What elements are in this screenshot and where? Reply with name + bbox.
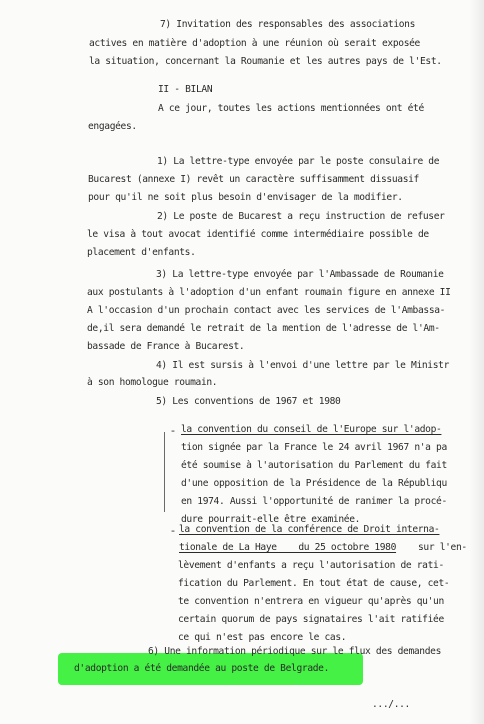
item-3-line-4: de,il sera demandé le retrait de la mention de l'adresse de l'Am- <box>87 323 440 334</box>
item-7-line-1: 7) Invitation des responsables des associations <box>160 19 416 30</box>
item-6-line-1: 6) Une information périodique sur le flux des demandes <box>148 646 442 657</box>
convention-1967-line-3: été soumise à l'autorisation du Parlement du fait <box>181 460 447 471</box>
convention-1967-line-2: tion signée par la France le 24 avril 1967 n'a pa <box>181 442 447 453</box>
bullet-dash-2: - <box>171 524 175 537</box>
item-2-line-3: placement d'enfants. <box>87 247 196 258</box>
convention-1980-line-6: certain quorum de pays signataires l'ait ratifiée <box>178 614 444 625</box>
item-3-line-3: A l'occasion d'un prochain contact avec les services de l'Ambassa- <box>87 305 446 316</box>
convention-1967-title: la convention du conseil de l'Europe sur l'adop- <box>181 424 442 435</box>
item-6-line-2: d'adoption a été demandée au poste de Belgrade. <box>74 663 330 674</box>
convention-1980-line-4: fication du Parlement. En tout état de cause, cet- <box>178 578 450 589</box>
item-4-line-2: à son homologue roumain. <box>87 377 218 388</box>
convention-1980-title: la convention de la conférence de Droit interna- <box>179 524 440 535</box>
page-edge-shadow <box>470 0 484 724</box>
item-2-line-1: 2) Le poste de Bucarest a reçu instruction de refuser <box>157 211 445 222</box>
convention-1980-line-2-tail: sur l'en- <box>418 542 467 553</box>
convention-1967-line-4: d'une opposition de la Présidence de la Républiqu <box>181 478 447 489</box>
bilan-intro-line-1: A ce jour, toutes les actions mentionnées ont été <box>158 103 424 114</box>
item-7-line-2: actives en matière d'adoption à une réunion où serait exposée <box>89 38 420 49</box>
convention-1967-line-6: dure pourrait-elle être examinée. <box>181 514 361 525</box>
convention-1967-line-5: en 1974. Aussi l'opportunité de ranimer la procé- <box>181 496 447 507</box>
section-heading-bilan: II - BILAN <box>158 84 213 95</box>
convention-1980-line-7: ce qui n'est pas encore le cas. <box>178 632 347 643</box>
item-1-line-2: Bucarest (annexe I) revêt un caractère suffisamment dissuasif <box>88 174 419 185</box>
continuation-marker: .../... <box>372 699 410 710</box>
item-1-line-3: pour qu'il ne soit plus besoin d'envisager de la modifier. <box>88 192 403 203</box>
convention-1980-date-line: tionale de La Haye du 25 octobre 1980 <box>179 542 397 553</box>
item-3-line-2: aux postulants à l'adoption d'un enfant roumain figure en annexe II <box>87 287 451 298</box>
margin-pen-mark <box>164 432 165 512</box>
item-3-line-1: 3) La lettre-type envoyée par l'Ambassade de Roumanie <box>156 269 444 280</box>
item-1-line-1: 1) La lettre-type envoyée par le poste consulaire de <box>157 156 440 167</box>
bullet-dash-1: - <box>171 424 175 437</box>
bilan-intro-line-2: engagées. <box>88 121 137 132</box>
item-4-line-1: 4) Il est sursis à l'envoi d'une lettre par le Ministr <box>156 360 450 371</box>
convention-1980-line-5: te convention n'entrera en vigueur qu'après qu'un <box>178 596 444 607</box>
item-7-line-3: la situation, concernant la Roumanie et les autres pays de l'Est. <box>89 56 442 67</box>
convention-1980-line-3: lèvement d'enfants a reçu l'autorisation de rati- <box>178 560 444 571</box>
item-2-line-2: le visa à tout avocat identifié comme intermédiaire possible de <box>87 229 429 240</box>
item-3-line-5: bassade de France à Bucarest. <box>87 341 245 352</box>
item-5-heading: 5) Les conventions de 1967 et 1980 <box>156 396 341 407</box>
